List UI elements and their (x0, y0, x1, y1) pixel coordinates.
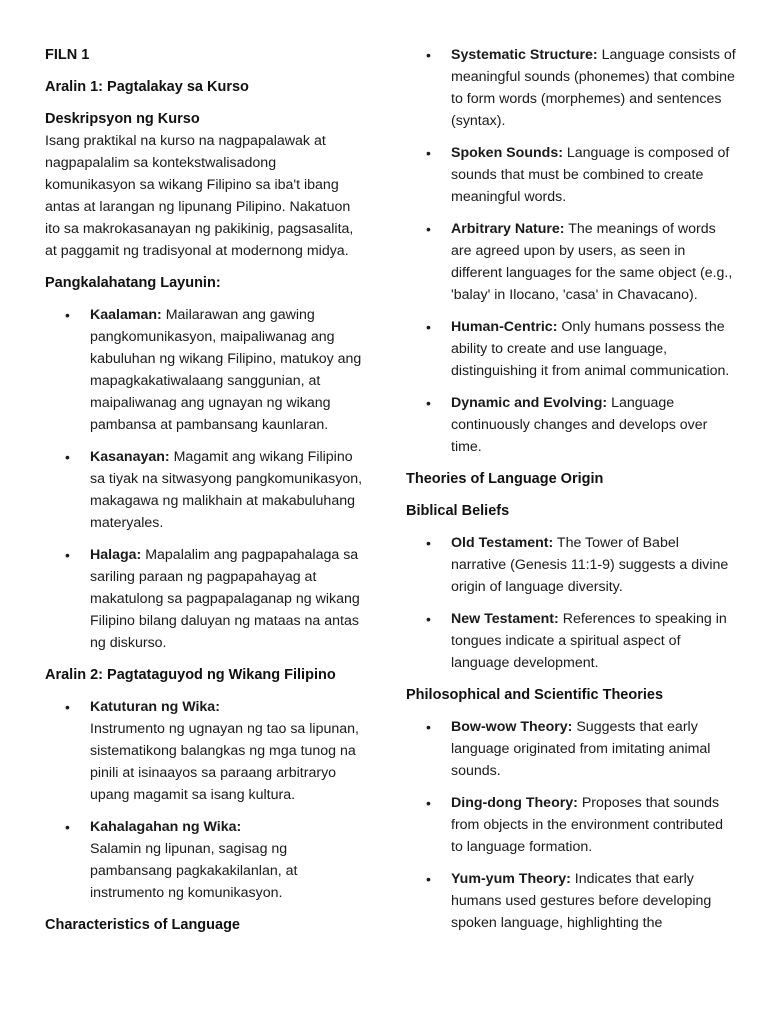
list-item (406, 44, 736, 132)
bullet-icon: • (426, 871, 431, 887)
list-item (406, 142, 736, 208)
item-text: References to speaking in tongues indicate a spiritual aspect of language development. (451, 611, 727, 671)
bullet-icon: • (426, 535, 431, 551)
lesson1-title: Aralin 1: Pagtalakay sa Kurso (45, 79, 249, 95)
list-item (406, 532, 736, 598)
bullet-icon: • (426, 719, 431, 735)
item-term: Systematic Structure: (451, 47, 598, 63)
item-term: Human-Centric: (451, 319, 558, 335)
bullet-icon: • (65, 699, 70, 715)
item-term: Old Testament: (451, 535, 554, 551)
item-text: The meanings of words are agreed upon by users, as seen in different languages for the same object (e.g., 'balay' in Ilocano, 'casa' in Chavacano). (451, 221, 733, 303)
list-item (45, 544, 365, 654)
item-text: Instrumento ng ugnayan ng tao sa lipunan, sistematikong balangkas ng mga tunog na pinili at isinaayos sa paraang arbitraryo upang magamit sa isang kultura. (90, 721, 359, 803)
bullet-icon: • (426, 221, 431, 237)
bullet-icon: • (426, 47, 431, 63)
bullet-icon: • (426, 145, 431, 161)
theories-heading: Theories of Language Origin (406, 471, 604, 487)
list-item (406, 716, 736, 782)
list-item (406, 392, 736, 458)
description-text: Isang praktikal na kurso na nagpapalawak at nagpapalalim sa kontekstwalisadong komunikasyon sa wikang Filipino sa iba't ibang antas at larangan ng lipunang Pilipino. Nakatuon ito sa makrokasanayan ng pakikinig, pagsasalita, at paggamit ng tradisyonal at modernong midya. (45, 133, 354, 259)
item-text: Indicates that early humans used gestures before developing spoken language, highlighting the (451, 871, 712, 931)
bullet-icon: • (65, 449, 70, 465)
item-term: Kahalagahan ng Wika: (90, 819, 242, 835)
description-heading: Deskripsyon ng Kurso (45, 111, 200, 127)
bullet-icon: • (426, 611, 431, 627)
list-item (45, 446, 365, 534)
list-item (406, 316, 736, 382)
item-text: Magamit ang wikang Filipino sa tiyak na sitwasyong pangkomunikasyon, makagawa ng malikhain at makabuluhang materyales. (90, 449, 363, 531)
item-text: Language continuously changes and develops over time. (451, 395, 708, 455)
item-term: New Testament: (451, 611, 559, 627)
philosophical-list (406, 716, 736, 934)
lesson2-title: Aralin 2: Pagtataguyod ng Wikang Filipino (45, 667, 336, 683)
bullet-icon: • (426, 395, 431, 411)
objectives-list (45, 304, 365, 654)
biblical-list (406, 532, 736, 674)
list-item (45, 304, 365, 436)
course-code: FILN 1 (45, 47, 90, 63)
list-item (406, 792, 736, 858)
list-item (45, 816, 365, 904)
item-term: Dynamic and Evolving: (451, 395, 608, 411)
item-term: Ding-dong Theory: (451, 795, 578, 811)
bullet-icon: • (65, 547, 70, 563)
item-term: Spoken Sounds: (451, 145, 563, 161)
bullet-icon: • (426, 795, 431, 811)
bullet-icon: • (426, 319, 431, 335)
item-text: Mailarawan ang gawing pangkomunikasyon, maipaliwanag ang kabuluhan ng wikang Filipino, matukoy ang mapagkakatiwalaang sanggunian, at maipaliwanag ang ugnayan ng wikang pambansa at pambansang kaunlaran. (90, 307, 362, 433)
bullet-icon: • (65, 307, 70, 323)
item-term: Yum-yum Theory: (451, 871, 571, 887)
bullet-icon: • (65, 819, 70, 835)
list-item (45, 696, 365, 806)
objectives-heading: Pangkalahatang Layunin: (45, 275, 221, 291)
item-text: Proposes that sounds from objects in the environment contributed to language formation. (451, 795, 724, 855)
characteristics-list (406, 44, 736, 458)
item-term: Kaalaman: (90, 307, 162, 323)
item-term: Halaga: (90, 547, 142, 563)
lesson2-list (45, 696, 365, 904)
item-term: Katuturan ng Wika: (90, 699, 220, 715)
biblical-heading: Biblical Beliefs (406, 503, 510, 519)
list-item (406, 608, 736, 674)
item-text: Only humans possess the ability to create and use language, distinguishing it from animal communication. (451, 319, 730, 379)
item-text: The Tower of Babel narrative (Genesis 11:1-9) suggests a divine origin of language diversity. (451, 535, 729, 595)
item-term: Kasanayan: (90, 449, 170, 465)
item-text: Mapalalim ang pagpapahalaga sa sariling paraan ng pagpapahayag at makatulong sa pagpapalaganap ng wikang Filipino bilang daluyan ng mataas na antas ng diskurso. (90, 547, 360, 651)
item-text: Suggests that early language originated from imitating animal sounds. (451, 719, 711, 779)
item-term: Arbitrary Nature: (451, 221, 565, 237)
list-item (406, 218, 736, 306)
item-text: Salamin ng lipunan, sagisag ng pambansang pagkakakilanlan, at instrumento ng komunikasyon. (90, 841, 298, 901)
item-text: Language consists of meaningful sounds (phonemes) that combine to form words (morphemes) and sentences (syntax). (451, 47, 736, 129)
item-term: Bow-wow Theory: (451, 719, 573, 735)
left-column (45, 44, 365, 946)
philosophical-heading: Philosophical and Scientific Theories (406, 687, 664, 703)
list-item (406, 868, 736, 934)
characteristics-heading: Characteristics of Language (45, 917, 240, 933)
right-column (406, 44, 736, 944)
item-text: Language is composed of sounds that must be combined to create meaningful words. (451, 145, 730, 205)
